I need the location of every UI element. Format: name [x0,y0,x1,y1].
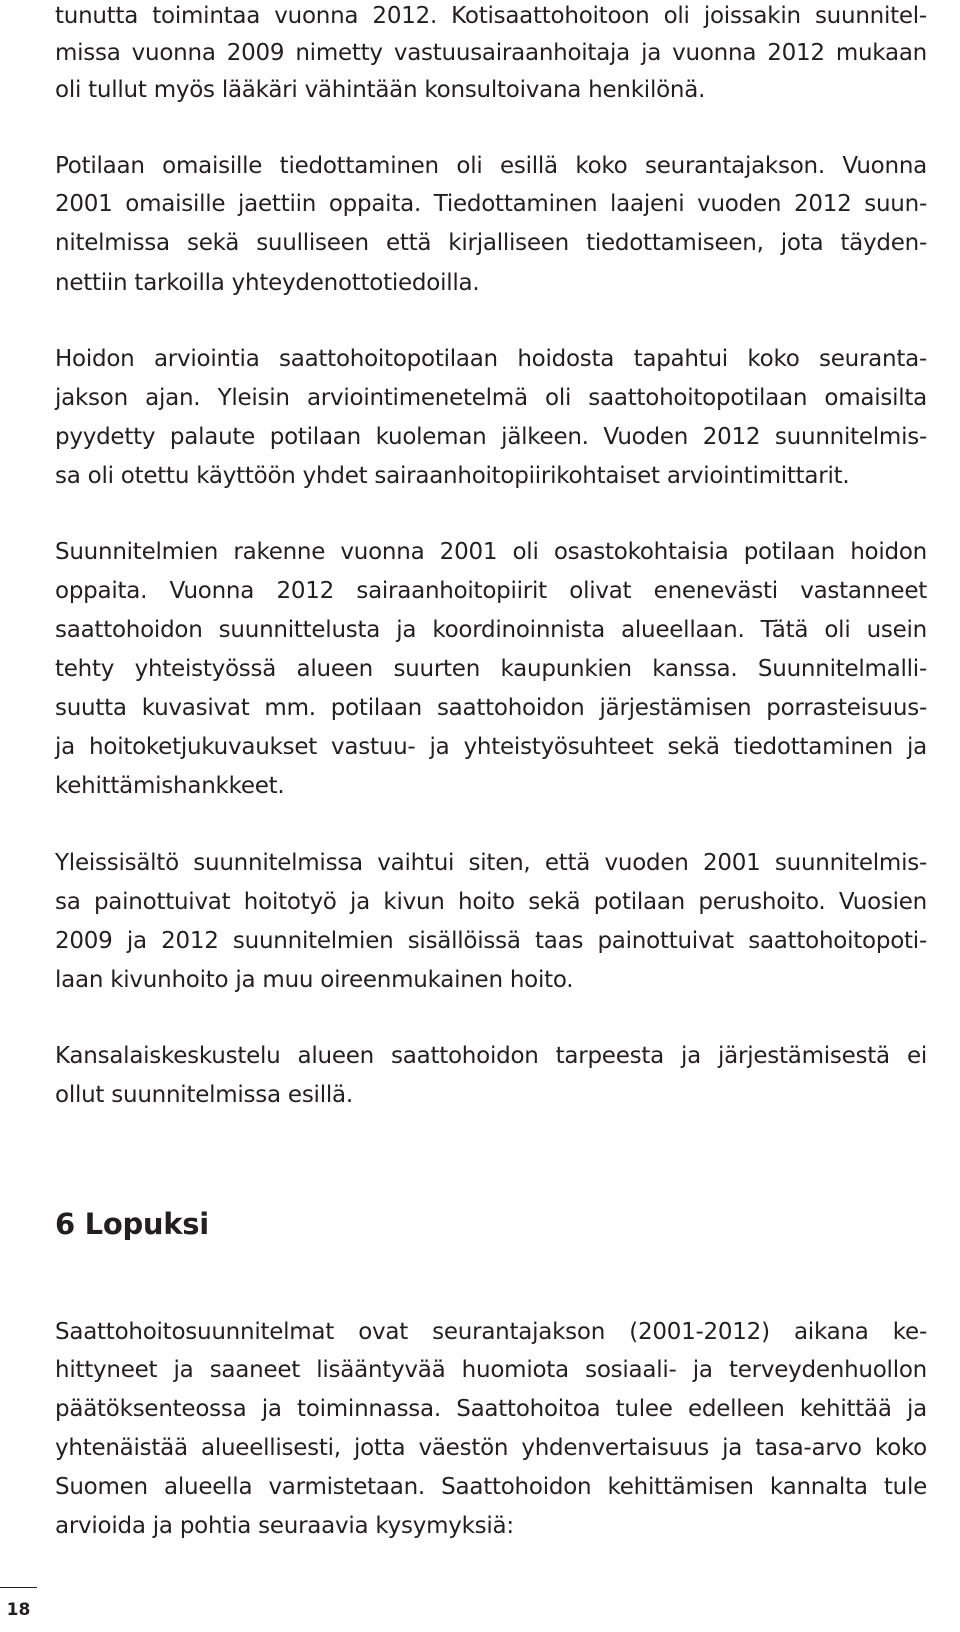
text-line: Hoidon arviointia saattohoitopotilaan hoidosta tapahtui koko seuranta- [55,346,927,372]
text-line: oli tullut myös lääkäri vähintään konsultoivana henkilönä. [55,77,706,103]
section-heading: 6 Lopuksi [55,1207,209,1241]
text-line: Yleissisältö suunnitelmissa vaihtui siten, että vuoden 2001 suunnitelmis- [55,850,927,876]
text-line: kehittämishankkeet. [55,773,285,799]
text-line: sa painottuivat hoitotyö ja kivun hoito sekä potilaan perushoito. Vuosien [55,889,927,915]
text-line: tunutta toimintaa vuonna 2012. Kotisaattohoitoon oli joissakin suunnitel- [55,3,927,29]
text-line: päätöksenteossa ja toiminnassa. Saattohoitoa tulee edelleen kehittää ja [55,1396,927,1422]
text-line: 2009 ja 2012 suunnitelmien sisällöissä taas painottuivat saattohoitopoti- [55,928,927,954]
text-line: arvioida ja pohtia seuraavia kysymyksiä: [55,1513,514,1539]
text-line: Kansalaiskeskustelu alueen saattohoidon tarpeesta ja järjestämisestä ei [55,1043,927,1069]
text-line: Saattohoitosuunnitelmat ovat seurantajakson (2001-2012) aikana ke- [55,1319,927,1345]
text-line: ollut suunnitelmissa esillä. [55,1082,353,1108]
text-line: tehty yhteistyössä alueen suurten kaupunkien kanssa. Suunnitelmalli- [55,656,927,682]
text-line: jakson ajan. Yleisin arviointimenetelmä oli saattohoitopotilaan omaisilta [55,385,927,411]
page-number: 18 [0,1587,37,1632]
text-line: laan kivunhoito ja muu oireenmukainen hoito. [55,967,574,993]
text-line: hittyneet ja saaneet lisääntyvää huomiota sosiaali- ja terveydenhuollon [55,1357,927,1383]
text-line: ja hoitoketjukuvaukset vastuu- ja yhteistyösuhteet sekä tiedottaminen ja [55,734,927,760]
text-line: 2001 omaisille jaettiin oppaita. Tiedottaminen laajeni vuoden 2012 suun- [55,191,927,217]
text-line: nettiin tarkoilla yhteydenottotiedoilla. [55,270,480,296]
text-line: sa oli otettu käyttöön yhdet sairaanhoitopiirikohtaiset arviointimittarit. [55,463,850,489]
text-line: pyydetty palaute potilaan kuoleman jälkeen. Vuoden 2012 suunnitelmis- [55,424,927,450]
text-line: oppaita. Vuonna 2012 sairaanhoitopiirit olivat enenevästi vastanneet [55,578,927,604]
text-line: yhtenäistää alueellisesti, jotta väestön yhdenvertaisuus ja tasa-arvo koko [55,1435,927,1461]
text-line: saattohoidon suunnittelusta ja koordinoinnista alueellaan. Tätä oli usein [55,617,927,643]
text-line: missa vuonna 2009 nimetty vastuusairaanhoitaja ja vuonna 2012 mukaan [55,40,927,66]
text-line: nitelmissa sekä suulliseen että kirjalliseen tiedottamiseen, jota täyden- [55,230,927,256]
text-line: Potilaan omaisille tiedottaminen oli esillä koko seurantajakson. Vuonna [55,153,927,179]
text-line: Suomen alueella varmistetaan. Saattohoidon kehittämisen kannalta tule [55,1474,927,1500]
text-line: suutta kuvasivat mm. potilaan saattohoidon järjestämisen porrasteisuus- [55,695,927,721]
text-line: Suunnitelmien rakenne vuonna 2001 oli osastokohtaisia potilaan hoidon [55,539,927,565]
